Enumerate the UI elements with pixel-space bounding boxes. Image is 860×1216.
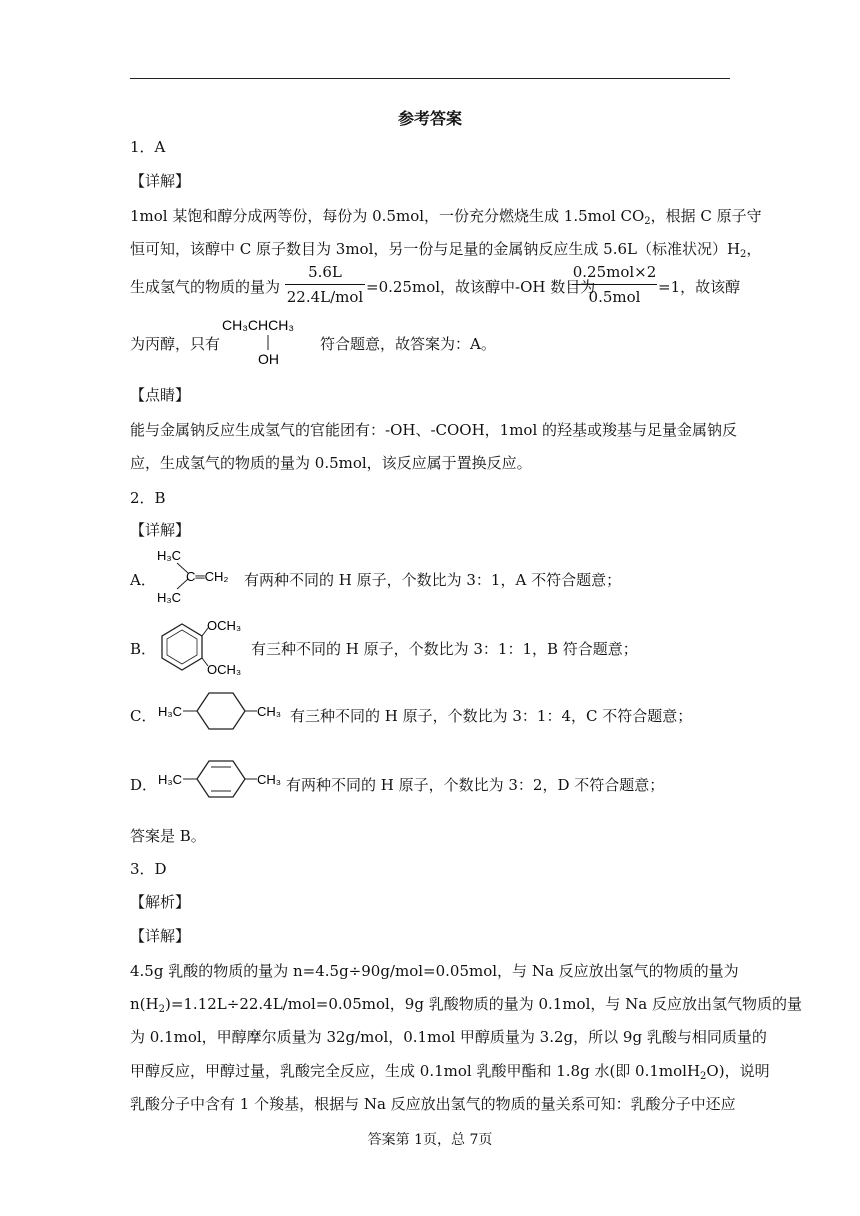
svg-text:H₃C: H₃C bbox=[158, 772, 183, 787]
q1-detail-heading: 【详解】 bbox=[130, 172, 191, 190]
q2-option-c-label: C． bbox=[130, 707, 157, 725]
q3-line-3: 为 0.1mol，甲醇摩尔质量为 32g/mol，0.1mol 甲醇质量为 3.2g，所以 9g 乳酸与相同质量的 bbox=[130, 1028, 767, 1046]
q3-detail-heading: 【详解】 bbox=[130, 927, 191, 945]
fraction-numerator: 5.6L bbox=[308, 263, 342, 281]
q2-number: 2．B bbox=[130, 489, 166, 507]
q1-comment-line-1: 能与金属钠反应生成氢气的官能团有：-OH、-COOH，1mol 的羟基或羧基与足量金属钠反 bbox=[130, 421, 738, 439]
q2-detail-heading: 【详解】 bbox=[130, 521, 191, 539]
para-xylene-structure bbox=[157, 757, 287, 803]
fraction-denominator: 22.4L/mol bbox=[286, 288, 364, 306]
q3-line-1: 4.5g 乳酸的物质的量为 n=4.5g÷90g/mol=0.05mol，与 Na 反应放出氢气的物质的量为 bbox=[130, 962, 739, 980]
q1-line-1: 1mol 某饱和醇分成两等份，每份为 0.5mol，一份充分燃烧生成 1.5mol $CO_2$，根据 C 原子守 bbox=[130, 207, 762, 227]
svg-text:CH₃: CH₃ bbox=[257, 772, 282, 787]
svg-text:C═CH₂: C═CH₂ bbox=[186, 569, 229, 584]
svg-text:OH: OH bbox=[258, 351, 279, 366]
q3-line-5: 乳酸分子中含有 1 个羧基，根据与 Na 反应放出氢气的物质的量关系可知：乳酸分子中还应 bbox=[130, 1095, 736, 1113]
q3-line-2: $n(H_2)=1.12L\div 22.4L/mol=0.05mol$，9g 乳酸物质的量为 0.1mol，与 Na 反应放出氢气物质的量 bbox=[130, 995, 802, 1015]
svg-text:OCH₃: OCH₃ bbox=[207, 662, 242, 677]
q1-line-3-a: 生成氢气的物质的量为 bbox=[130, 278, 281, 296]
fraction-numerator: 0.25mol×2 bbox=[572, 263, 657, 281]
q1-line-3-b: =0.25mol，故该醇中-OH 数目为 bbox=[366, 278, 596, 296]
header-rule bbox=[130, 78, 730, 79]
q3-analysis-heading: 【解析】 bbox=[130, 893, 191, 911]
fraction-denominator: 0.5mol bbox=[588, 288, 641, 306]
svg-text:CH₃CHCH₃: CH₃CHCH₃ bbox=[222, 317, 295, 333]
q1-line-4-b: 符合题意，故答案为：A。 bbox=[320, 335, 496, 353]
svg-text:OCH₃: OCH₃ bbox=[207, 618, 242, 633]
dimethoxybenzene-structure bbox=[152, 612, 252, 678]
q2-option-c-text: 有三种不同的 H 原子，个数比为 3：1：4，C 不符合题意； bbox=[290, 707, 693, 725]
svg-text:H₃C: H₃C bbox=[158, 704, 183, 719]
propanol-structure bbox=[220, 314, 320, 366]
q1-comment-line-2: 应，生成氢气的物质的量为 0.5mol，该反应属于置换反应。 bbox=[130, 454, 532, 472]
q1-line-4-a: 为丙醇，只有 bbox=[130, 335, 221, 353]
fraction-h2-moles bbox=[285, 263, 365, 306]
q3-line-4: 甲醇反应，甲醇过量，乳酸完全反应，生成 0.1mol 乳酸甲酯和 1.8g 水(即 0.1molH$_2$O)，说明 bbox=[130, 1062, 770, 1082]
svg-text:CH₃: CH₃ bbox=[257, 704, 282, 719]
q2-answer: 答案是 B。 bbox=[130, 827, 206, 845]
q1-number: 1．A bbox=[130, 138, 166, 156]
page-title: 参考答案 bbox=[397, 109, 462, 128]
q1-line-2: 恒可知，该醇中 C 原子数目为 3mol，另一份与足量的金属钠反应生成 5.6L（标准状况）$H_2$， bbox=[130, 240, 762, 260]
q2-option-d-text: 有两种不同的 H 原子，个数比为 3：2，D 不符合题意； bbox=[286, 776, 665, 794]
q2-option-a-text: 有两种不同的 H 原子，个数比为 3：1，A 不符合题意； bbox=[244, 571, 622, 589]
q3-number: 3．D bbox=[130, 860, 167, 878]
isobutene-structure bbox=[155, 546, 245, 604]
svg-text:H₃C: H₃C bbox=[157, 548, 182, 563]
page-footer: 答案第 1页，总 7页 bbox=[367, 1132, 493, 1148]
q2-option-d-label: D． bbox=[130, 776, 158, 794]
q2-option-a-label: A． bbox=[130, 571, 156, 589]
q2-option-b-text: 有三种不同的 H 原子，个数比为 3：1：1，B 符合题意； bbox=[251, 640, 638, 658]
fraction-oh-count bbox=[572, 263, 657, 306]
q2-option-b-label: B． bbox=[130, 640, 157, 658]
q1-comment-heading: 【点睛】 bbox=[130, 386, 191, 404]
svg-text:H₃C: H₃C bbox=[157, 590, 182, 604]
dimethylcyclohexane-structure bbox=[157, 689, 289, 735]
q1-line-3-c: =1，故该醇 bbox=[658, 278, 741, 296]
